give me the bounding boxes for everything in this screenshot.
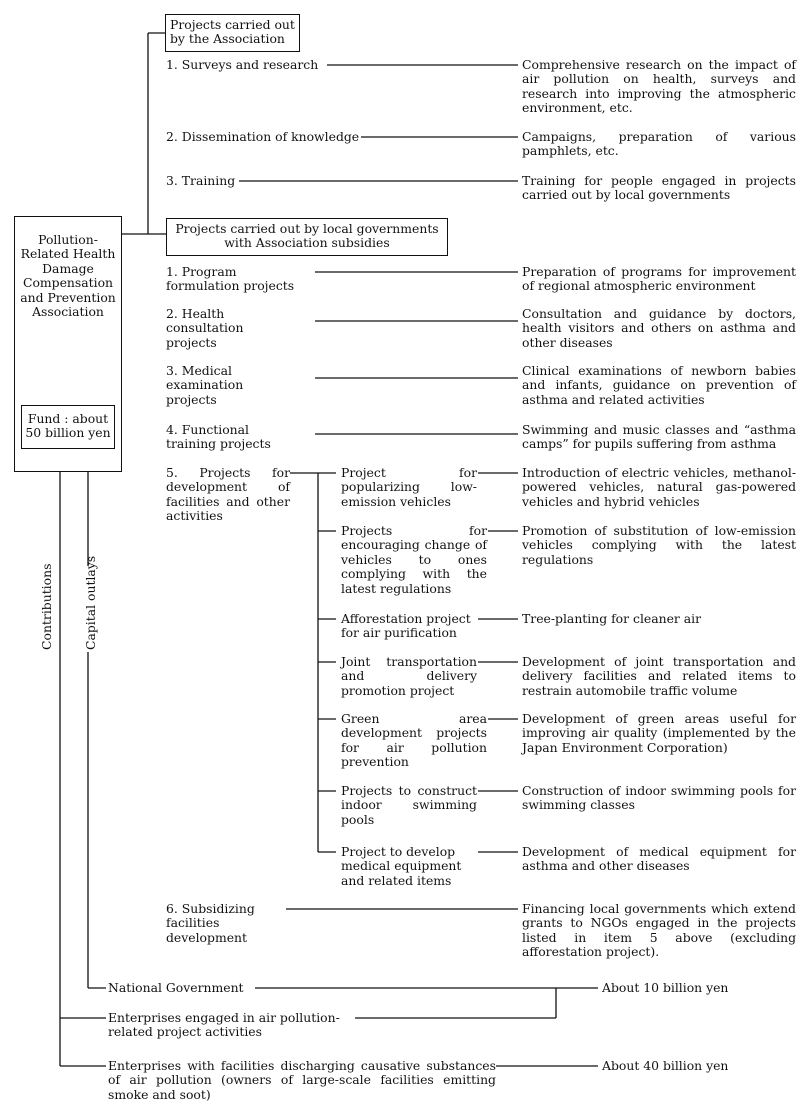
association-projects-header [165, 14, 300, 52]
survey-research-label: 1. Surveys and research [166, 57, 319, 72]
joint-transport-desc: Development of joint transportation and delivery facilities and related items to restrain automobile traffic volume [522, 654, 796, 698]
program-formulation-desc: Preparation of programs for improvement of regional atmospheric environment [522, 264, 796, 294]
enterprises-polluters-label: Enterprises with facilities discharging causative substances of air pollution (owners of large-scale facilities emitting smoke and soot) [108, 1058, 496, 1102]
capital-outlays-label: Capital outlays [83, 555, 98, 650]
health-consultation-label: 2. Health consultation projects [166, 306, 244, 350]
subsidizing-facilities-label: 6. Subsidizing facilities development [166, 901, 255, 945]
medical-equipment-label: Project to develop medical equipment and related items [341, 844, 462, 888]
low-emission-vehicles-label: Project for popularizing low-emission vehicles [341, 465, 477, 509]
low-emission-vehicles-desc: Introduction of electric vehicles, methanol-powered vehicles, natural gas-powered vehicles and hybrid vehicles [522, 465, 796, 509]
program-formulation-label: 1. Program formulation projects [166, 264, 295, 294]
medical-equipment-desc: Development of medical equipment for asthma and other diseases [522, 844, 796, 874]
enterprises-related-label: Enterprises engaged in air pollution-related project activities [108, 1010, 340, 1040]
health-consultation-desc: Consultation and guidance by doctors, health visitors and others on asthma and other diseases [522, 306, 796, 350]
swimming-pools-label: Projects to construct indoor swimming pools [341, 783, 477, 827]
training-desc: Training for people engaged in projects carried out by local governments [522, 173, 796, 203]
afforestation-desc: Tree-planting for cleaner air [522, 611, 702, 626]
subsidizing-facilities-desc: Financing local governments which extend grants to NGOs engaged in the projects listed in item 5 above (excluding afforestation project). [522, 901, 796, 960]
local-projects-title: Projects carried out by local governments with Association subsidies [175, 221, 439, 251]
fund-box [21, 405, 115, 449]
medical-examination-desc: Clinical examinations of newborn babies and infants, guidance on prevention of asthma and related activities [522, 363, 796, 407]
joint-transport-label: Joint transportation and delivery promotion project [341, 654, 477, 698]
vehicle-change-desc: Promotion of substitution of low-emission vehicles complying with the latest regulations [522, 523, 796, 567]
green-area-desc: Development of green areas useful for improving air quality (implemented by the Japan Environment Corporation) [522, 711, 796, 755]
green-area-label: Green area development projects for air pollution prevention [341, 711, 487, 770]
fund-label: Fund : about 50 billion yen [25, 411, 111, 441]
medical-examination-label: 3. Medical examination projects [166, 363, 244, 407]
facilities-development-label: 5. Projects for development of facilities and other activities [166, 465, 290, 524]
vehicle-change-label: Projects for encouraging change of vehicles to ones complying with the latest regulations [341, 523, 487, 596]
training-label: 3. Training [166, 173, 236, 188]
association-projects-title: Projects carried out by the Association [170, 17, 295, 47]
swimming-pools-desc: Construction of indoor swimming pools for swimming classes [522, 783, 796, 813]
national-government-label: National Government [108, 980, 244, 995]
dissemination-label: 2. Dissemination of knowledge [166, 129, 360, 144]
amount-10-billion: About 10 billion yen [602, 980, 729, 995]
functional-training-desc: Swimming and music classes and “asthma camps” for pupils suffering from asthma [522, 422, 796, 452]
amount-40-billion: About 40 billion yen [602, 1058, 729, 1073]
dissemination-desc: Campaigns, preparation of various pamphlets, etc. [522, 129, 796, 159]
functional-training-label: 4. Functional training projects [166, 422, 271, 452]
afforestation-label: Afforestation project for air purification [341, 611, 471, 641]
association-name: Pollution-Related Health Damage Compensation and Prevention Association [20, 232, 116, 320]
survey-research-desc: Comprehensive research on the impact of air pollution on health, surveys and research into improving the atmospheric environment, etc. [522, 57, 796, 116]
association-box [14, 216, 122, 472]
local-projects-header [166, 218, 448, 256]
contributions-label: Contributions [39, 563, 54, 650]
